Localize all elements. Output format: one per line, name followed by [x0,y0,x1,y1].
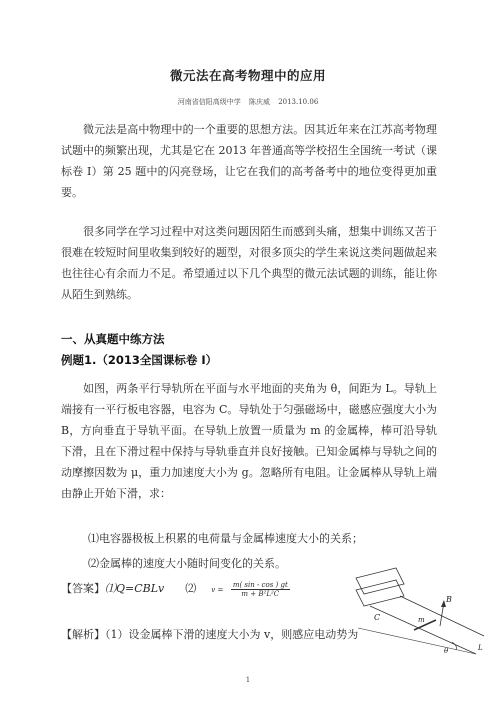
page-number: 1 [245,676,251,684]
question-2: ⑵金属棒的速度大小随时间变化的关系。 [88,557,286,570]
byline [0,97,496,107]
date: 2013.10.06 [278,98,319,106]
label-theta: θ [444,647,449,655]
ground-line [358,628,476,654]
answer-label: 【答案】 [61,582,105,595]
answer-part-2: ⑵ [185,582,197,595]
intro-paragraph-1: 微元法是高中物理中的一个重要的思想方法。因其近年来在江苏高考物理试题中的频繁出现，尤其是它在 2013 年普通高等学校招生全国统一考试（课标卷 I）第 25 题中的闪亮登场，让它在我们的高考备考中的地位变得更加重要。 [61,123,437,199]
fraction-denominator: m + B²L²C [241,589,280,598]
author: 陈庆威 [248,98,270,106]
answer-part-1: ⑴Q=CBLv [105,582,165,595]
analysis-line: 【解析】（1）设金属棒下滑的速度大小为 v，则感应电动势为 [61,628,359,641]
problem-statement: 如图，两条平行导轨所在平面与水平地面的夹角为 θ，间距为 L。导轨上端接有一平行板电容器，电容为 C。导轨处于匀强磁场中，磁感应强度大小为 B，方向垂直于导轨平面。在导轨上放置一质量为 m 的金属棒，棒可沿导轨下滑，且在下滑过程中保持与导轨垂直并良好接触。已知金属棒与导轨之间的动摩擦因数为 μ，重力加速度大小为 g。忽略所有电阻。让金属棒从导轨上端由静止开始下滑，求： [61,382,437,500]
example-heading: 例题1.（2013全国课标卷 I） [61,353,218,367]
label-m: m [418,616,425,624]
article-title: 微元法在高考物理中的应用 [169,68,326,83]
label-b: B [446,595,452,604]
inclined-rails-diagram [348,562,488,662]
answer-line [61,580,290,598]
intro-paragraph-2: 很多同学在学习过程中对这类问题因陌生而感到头痛，想集中训练又苦于很难在较短时间里收集到较好的题型，对很多顶尖的学生来说这类问题做起来也往往心有余而力不足。希望通过以下几个典型的微元法试题的训练，能让你从陌生到熟练。 [61,225,437,301]
label-l: L [478,644,483,652]
section-heading: 一、从真题中练方法 [61,332,165,346]
label-c: C [374,613,381,622]
question-1: ⑴电容器极板上积累的电荷量与金属棒速度大小的关系； [88,532,363,545]
affiliation: 河南省信阳高级中学 [177,98,241,106]
answer-fraction [231,581,290,598]
rail-lower [370,606,476,654]
answer-v-eq: v = [211,586,224,594]
fraction-numerator: m( sin - cos ) gt [232,580,288,589]
